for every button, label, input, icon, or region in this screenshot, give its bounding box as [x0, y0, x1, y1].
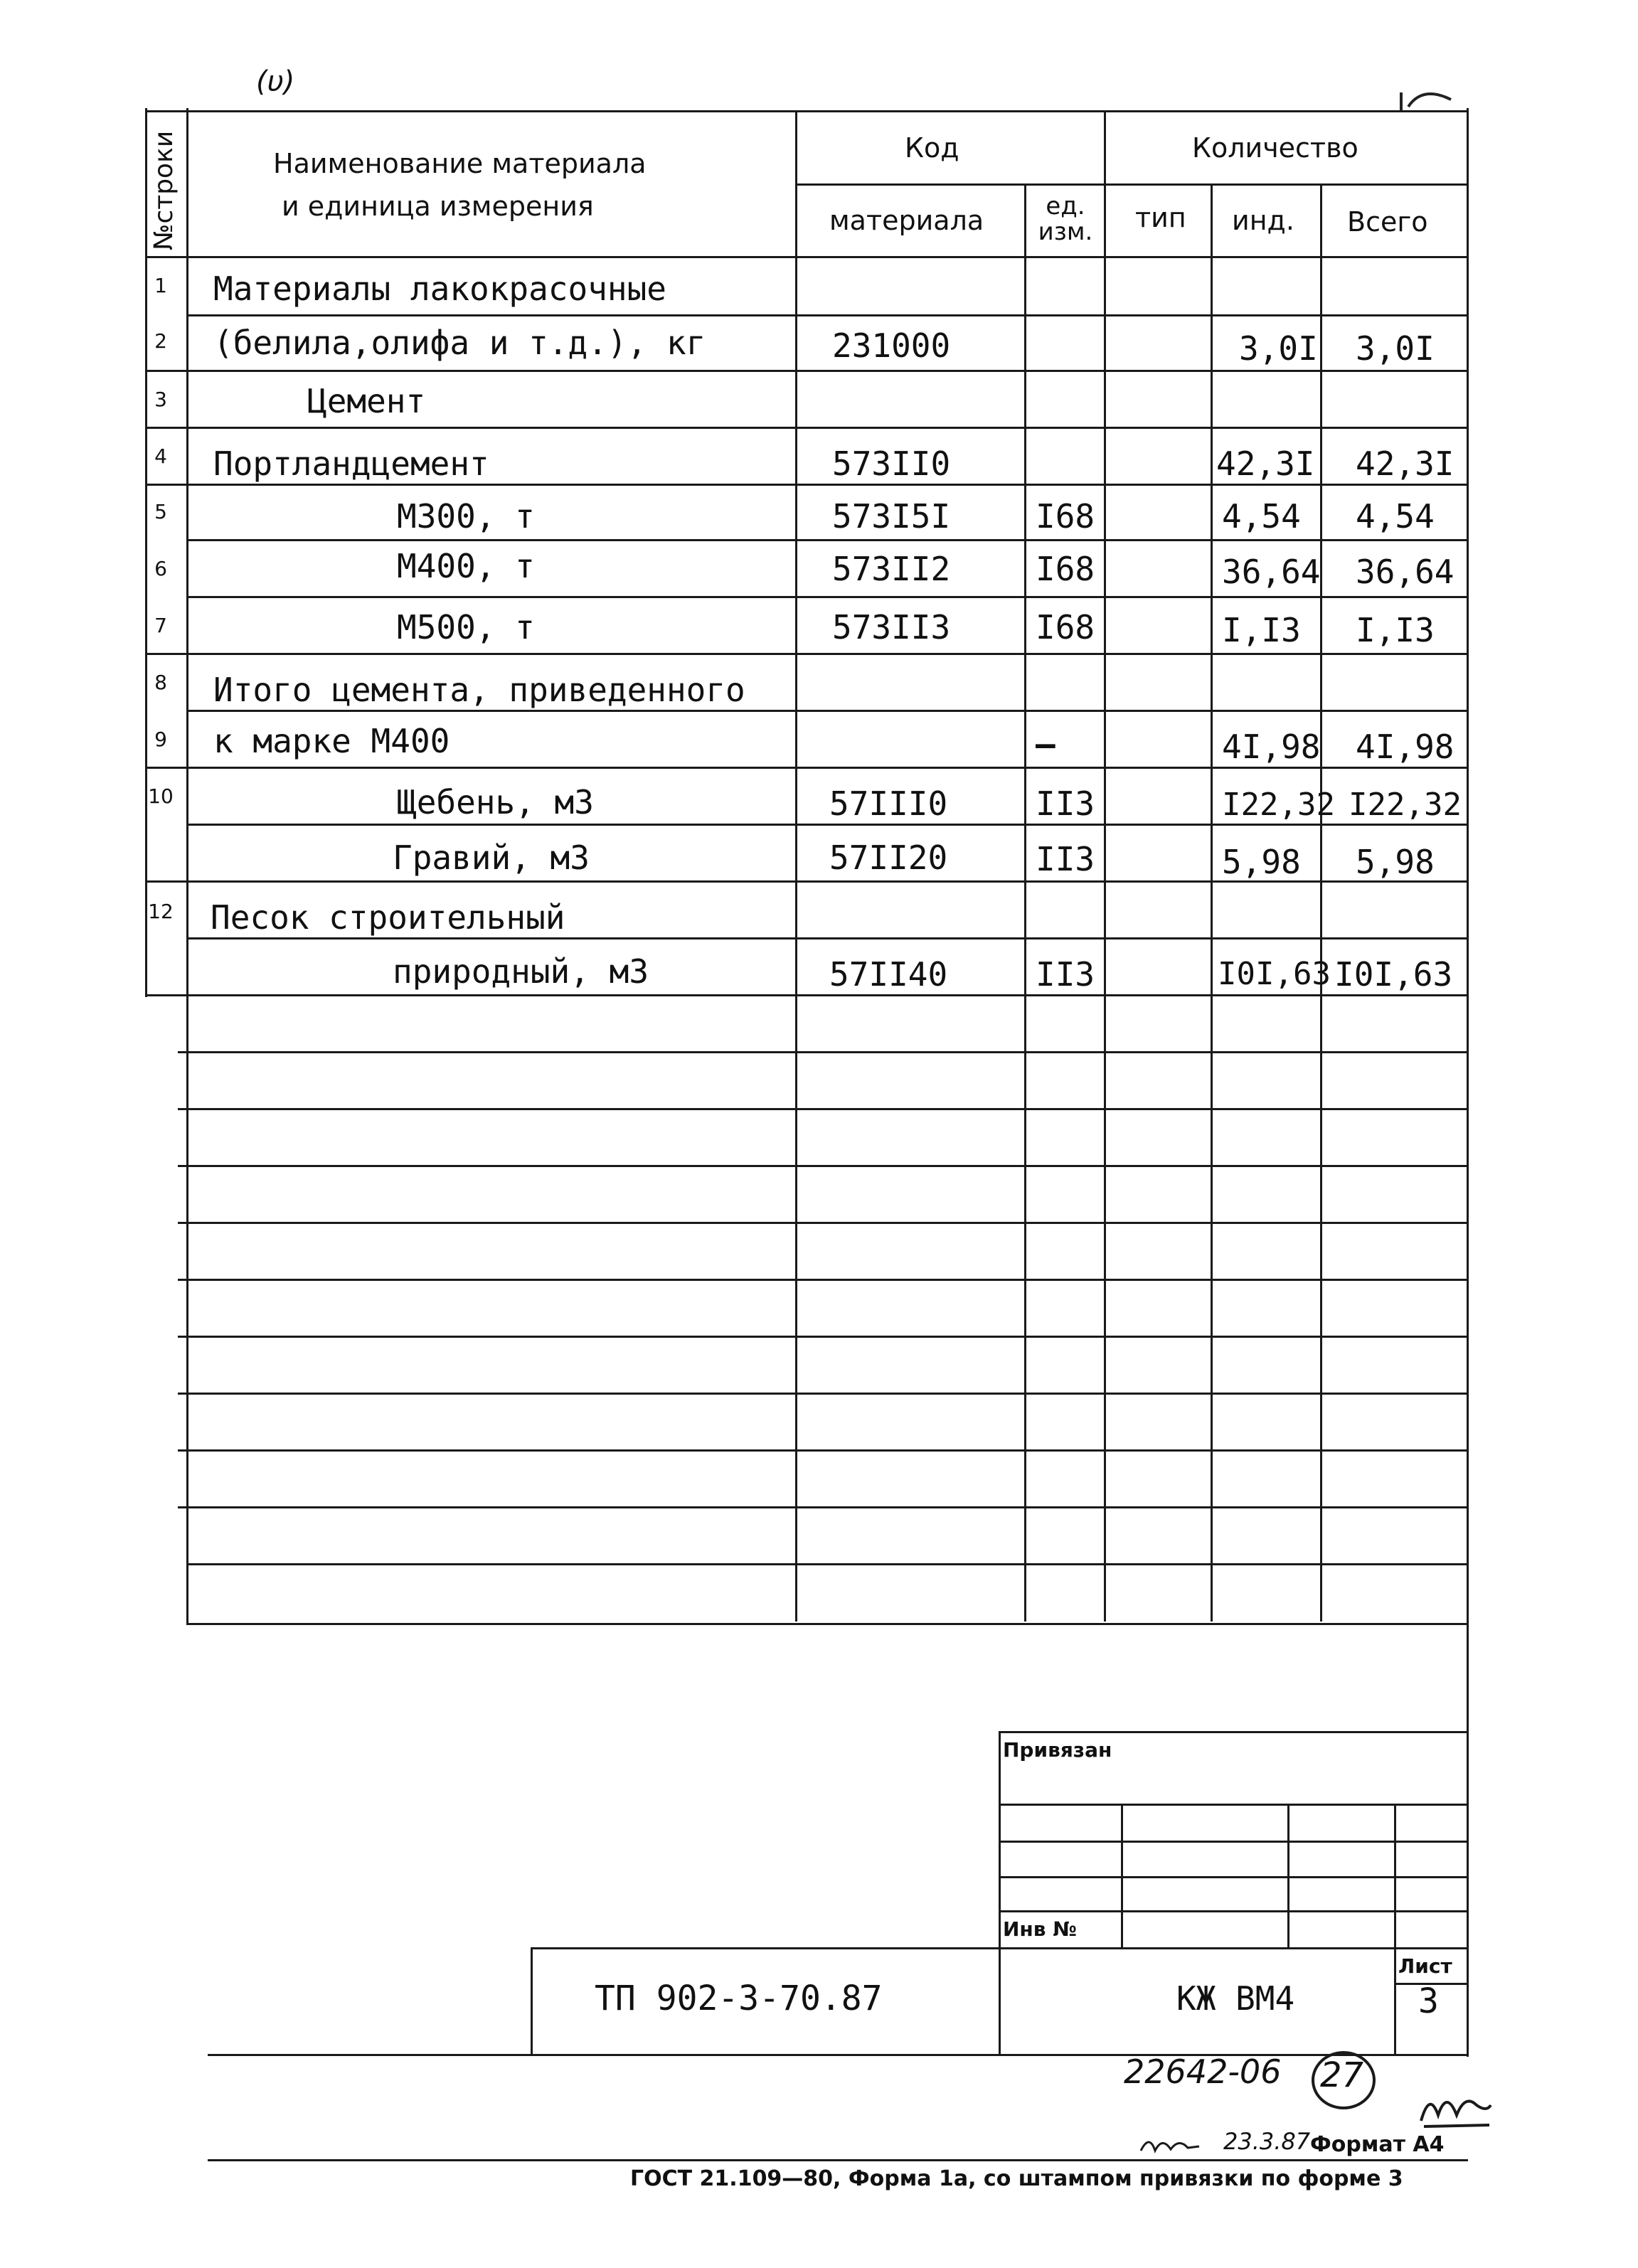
row-line [145, 427, 1467, 429]
table-right-border [1467, 108, 1469, 2057]
row-line [186, 1563, 1467, 1565]
qty-ind: 4,54 [1222, 497, 1301, 536]
row-line [186, 314, 1467, 316]
row-line [178, 1222, 1467, 1224]
col-divider-code [795, 112, 797, 1622]
inv-label: Инв № [1003, 1917, 1077, 1941]
row-number: 12 [148, 900, 174, 923]
unit-code: II3 [1036, 840, 1095, 878]
page-circled-number: 27 [1320, 2055, 1364, 2095]
material-name: природный, м3 [393, 952, 649, 991]
stamp-line [999, 1876, 1467, 1878]
material-name: Портландцемент [213, 444, 489, 483]
qty-total: 42,3I [1356, 444, 1454, 483]
material-name: М300, т [397, 497, 535, 536]
header-unit-line1: ед. [1046, 192, 1085, 220]
col-divider-unit [1024, 183, 1026, 1622]
row-number: 1 [154, 274, 167, 297]
header-qty-total: Всего [1347, 206, 1428, 238]
material-name: к марке М400 [213, 722, 450, 760]
unit-code: I68 [1036, 608, 1095, 646]
qty-ind: I0I,63 [1218, 956, 1331, 992]
header-name-line2: и единица измерения [282, 191, 594, 222]
row-line [178, 1051, 1467, 1053]
qty-ind: I,I3 [1222, 611, 1301, 649]
table-top-border [145, 110, 1468, 112]
material-code: 573I5I [832, 497, 951, 536]
stamp-line [999, 1910, 1467, 1912]
row-line [186, 596, 1467, 598]
stamp-line [999, 1841, 1467, 1843]
row-line [178, 1449, 1467, 1452]
row-number: 7 [154, 614, 167, 637]
material-name: Материалы лакокрасочные [213, 270, 666, 308]
date-note: 23.3.87 [1223, 2128, 1311, 2155]
header-qty-ind: инд. [1232, 205, 1294, 236]
header-code-group: Код [905, 132, 959, 164]
row-number: 10 [148, 784, 174, 808]
row-number: 6 [154, 557, 167, 580]
material-code: 57III0 [829, 784, 948, 823]
qty-total: 4,54 [1356, 497, 1435, 536]
qty-ind: 36,64 [1222, 553, 1321, 591]
stamp-attached-left [999, 1731, 1001, 2055]
sheet-label: Лист [1398, 1954, 1452, 1978]
table-left-border [186, 108, 188, 1623]
stamp-main-left [531, 1947, 533, 2055]
material-code: 573II2 [832, 550, 951, 588]
qty-total: I0I,63 [1334, 955, 1453, 994]
top-right-mark [1394, 78, 1472, 114]
row-number: 9 [154, 728, 167, 751]
header-code-material: материала [829, 205, 984, 236]
row-number: 8 [154, 671, 167, 694]
qty-total: 36,64 [1356, 553, 1454, 591]
material-code: 231000 [832, 326, 951, 365]
qty-total: 5,98 [1356, 843, 1435, 881]
stamp-attached-top [999, 1731, 1467, 1733]
signature-mark [1415, 2084, 1494, 2131]
row-line [145, 653, 1467, 655]
initials-mark [1138, 2129, 1202, 2158]
header-qty-type: тип [1135, 202, 1186, 233]
material-name: Песок строительный [211, 898, 565, 937]
qty-ind: I22,32 [1222, 787, 1335, 823]
qty-total: 3,0I [1356, 329, 1435, 368]
row-line [145, 370, 1467, 372]
unit-code: I68 [1036, 550, 1095, 588]
header-bottom [145, 256, 1468, 258]
row-line [178, 1108, 1467, 1110]
material-name: Щебень, м3 [397, 783, 594, 821]
stamp-line [1394, 1804, 1396, 2055]
header-subline [795, 183, 1467, 186]
row-line [178, 1336, 1467, 1338]
row-number: 2 [154, 329, 167, 353]
qty-ind: 5,98 [1222, 843, 1301, 881]
stamp-line [1121, 1804, 1123, 1949]
doc-mark: КЖ ВМ4 [1176, 1979, 1295, 2018]
material-name: Цемент [307, 382, 426, 420]
material-code: 57II20 [829, 838, 948, 877]
col-divider-qty [1104, 112, 1106, 1622]
qty-ind: 3,0I [1239, 329, 1318, 368]
header-qty-group: Количество [1192, 132, 1358, 164]
format-label: Формат А4 [1310, 2132, 1445, 2157]
row-line [178, 1393, 1467, 1395]
qty-total: I22,32 [1349, 787, 1462, 823]
header-name-line1: Наименование материала [273, 148, 647, 179]
unit-code: II3 [1036, 784, 1095, 823]
stamp-main-top [531, 1947, 1467, 1949]
unit-code: II3 [1036, 955, 1095, 994]
table-bottom-border [186, 1623, 1467, 1625]
row-line [178, 1279, 1467, 1281]
material-name: М500, т [397, 608, 535, 646]
top-mark: (υ) [256, 65, 295, 98]
material-code: 573II0 [832, 444, 951, 483]
doc-code: ТП 902-3-70.87 [595, 1979, 883, 2018]
qty-total: I,I3 [1356, 611, 1435, 649]
material-code: 573II3 [832, 608, 951, 646]
row-number: 4 [154, 444, 167, 468]
row-number: 3 [154, 388, 167, 411]
row-line [178, 1165, 1467, 1167]
attached-label: Привязан [1003, 1738, 1112, 1762]
unit-code: – [1036, 725, 1055, 763]
header-row-no: №строки [149, 130, 179, 250]
header-unit [1027, 193, 1104, 245]
material-name: (белила,олифа и т.д.), кг [213, 324, 706, 362]
stamp-line [1287, 1804, 1289, 1949]
header-unit-line2: изм. [1038, 218, 1093, 246]
material-name: Гравий, м3 [393, 838, 590, 877]
archive-number: 22642-06 [1124, 2053, 1282, 2091]
material-name: Итого цемента, приведенного [213, 671, 745, 709]
qty-ind: 42,3I [1216, 444, 1315, 483]
row-number: 5 [154, 500, 167, 523]
col-divider-type [1211, 183, 1213, 1622]
col-divider-ind [1320, 183, 1322, 1622]
left-margin-line [145, 108, 147, 997]
row-line [178, 1506, 1467, 1508]
row-line [186, 539, 1467, 541]
material-name: М400, т [397, 547, 535, 585]
gost-line: ГОСТ 21.109—80, Форма 1а, со штампом привязки по форме 3 [630, 2166, 1403, 2191]
qty-ind: 4I,98 [1222, 728, 1321, 766]
stamp-line [999, 1804, 1467, 1806]
footer-rule [208, 2159, 1468, 2161]
material-code: 57II40 [829, 955, 948, 994]
sheet-number: 3 [1418, 1981, 1439, 2021]
unit-code: I68 [1036, 497, 1095, 536]
qty-total: 4I,98 [1356, 728, 1454, 766]
